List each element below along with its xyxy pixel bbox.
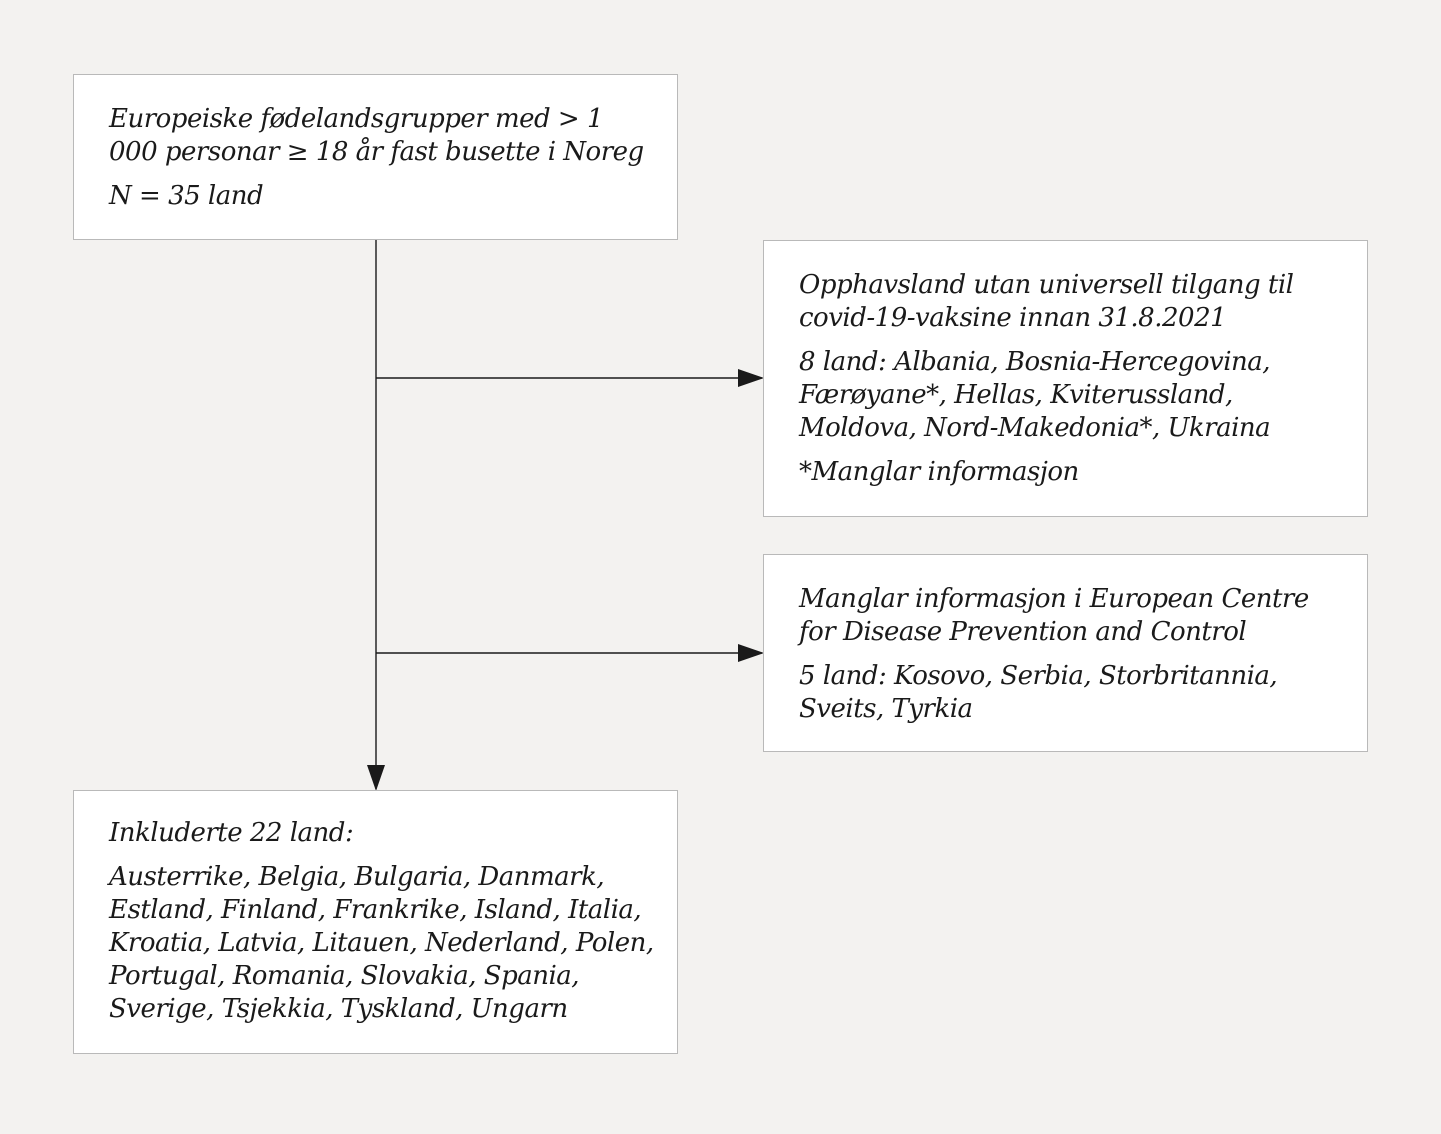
missing-info-countries: 5 land: Kosovo, Serbia, Storbritannia, Sveits, Tyrkia — [799, 661, 1278, 724]
excluded-missing-info-box — [763, 554, 1368, 752]
no-access-criterion: Opphavsland utan universell tilgang til covid-19-vaksine innan 31.8.2021 — [799, 270, 1294, 333]
start-description: Europeiske fødelandsgrupper med > 1 000 personar ≥ 18 år fast busette i Noreg — [109, 104, 644, 167]
no-access-countries: 8 land: Albania, Bosnia-Hercegovina, Færøyane*, Hellas, Kviterussland, Moldova, Nord-Makedonia*, Ukraina — [799, 347, 1271, 443]
missing-info-criterion: Manglar informasjon i European Centre for Disease Prevention and Control — [799, 584, 1309, 647]
start-count: N = 35 land — [109, 181, 264, 211]
included-countries: Austerrike, Belgia, Bulgaria, Danmark, Estland, Finland, Frankrike, Island, Italia, Kroatia, Latvia, Litauen, Nederland, Polen, Portugal, Romania, Slovakia, Spania, Sverige, Tsjekkia, Tyskland, Ungarn — [109, 862, 654, 1024]
included-box — [73, 790, 678, 1054]
excluded-no-access-box — [763, 240, 1368, 517]
no-access-footnote: *Manglar informasjon — [799, 457, 1079, 487]
included-heading: Inkluderte 22 land: — [109, 818, 354, 848]
start-box — [73, 74, 678, 240]
